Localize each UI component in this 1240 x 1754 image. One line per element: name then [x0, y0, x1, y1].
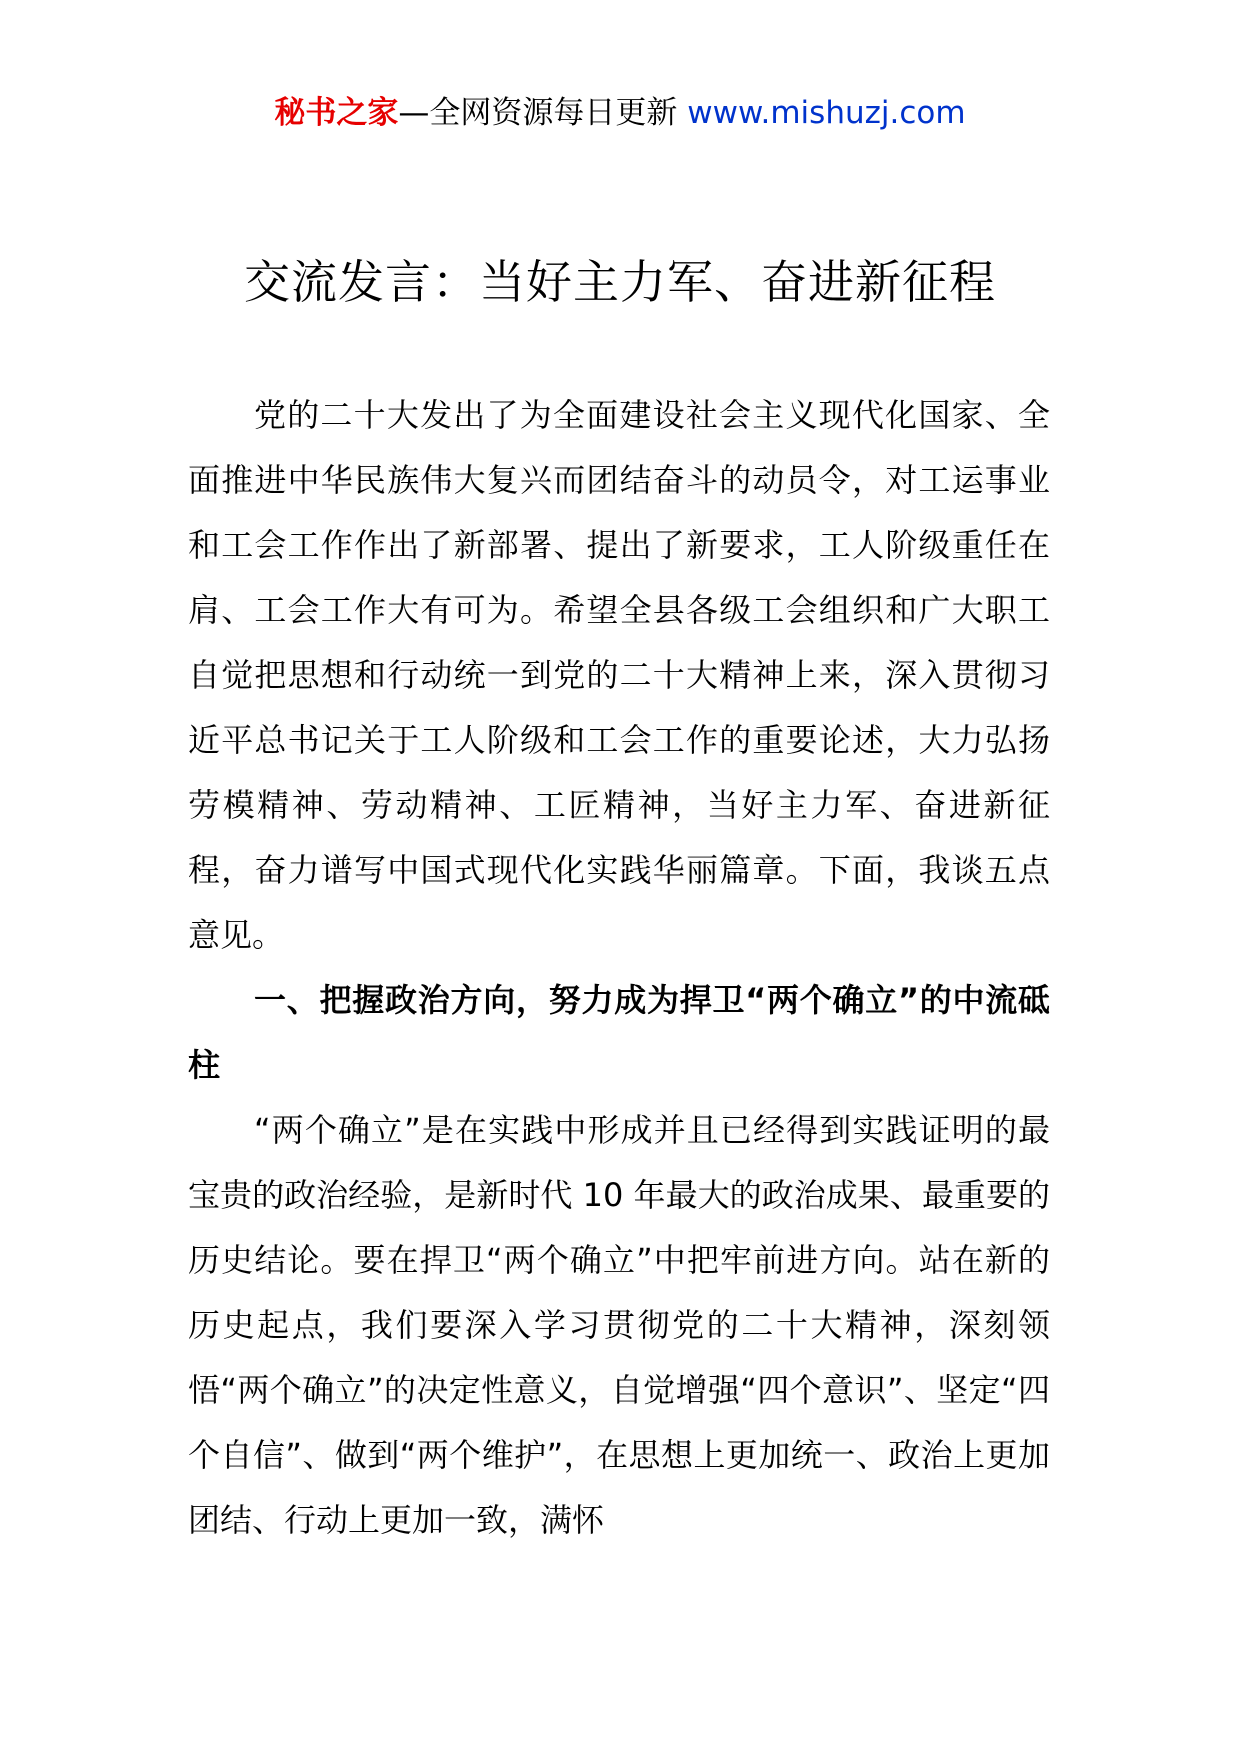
intro-paragraph: 党的二十大发出了为全面建设社会主义现代化国家、全面推进中华民族伟大复兴而团结奋斗的动员令，对工运事业和工会工作作出了新部署、提出了新要求，工人阶级重任在肩、工会工作大有可为。希望全县各级工会组织和广大职工自觉把思想和行动统一到党的二十大精神上来，深入贯彻习近平总书记关于工人阶级和工会工作的重要论述，大力弘扬劳模精神、劳动精神、工匠精神，当好主力军、奋进新征程，奋力谱写中国式现代化实践华丽篇章。下面，我谈五点意见。 [188, 396, 1050, 954]
site-header [0, 93, 1240, 133]
site-brand: 秘书之家 [274, 95, 399, 131]
section-1-paragraph: “两个确立”是在实践中形成并且已经得到实践证明的最宝贵的政治经验，是新时代 10 年最大的政治成果、最重要的历史结论。要在捍卫“两个确立”中把牢前进方向。站在新的历史起点，我们要深入学习贯彻党的二十大精神，深刻领悟“两个确立”的决定性意义，自觉增强“四个意识”、坚定“四个自信”、做到“两个维护”，在思想上更加统一、政治上更加团结、行动上更加一致，满怀 [188, 1111, 1050, 1539]
document-body [188, 383, 1050, 1553]
site-tagline: —全网资源每日更新 [398, 95, 678, 131]
site-url-link[interactable]: www.mishuzj.com [687, 95, 966, 131]
section-heading-1: 一、把握政治方向，努力成为捍卫“两个确立”的中流砥柱 [188, 981, 1050, 1084]
document-title: 交流发言：当好主力军、奋进新征程 [244, 255, 996, 309]
